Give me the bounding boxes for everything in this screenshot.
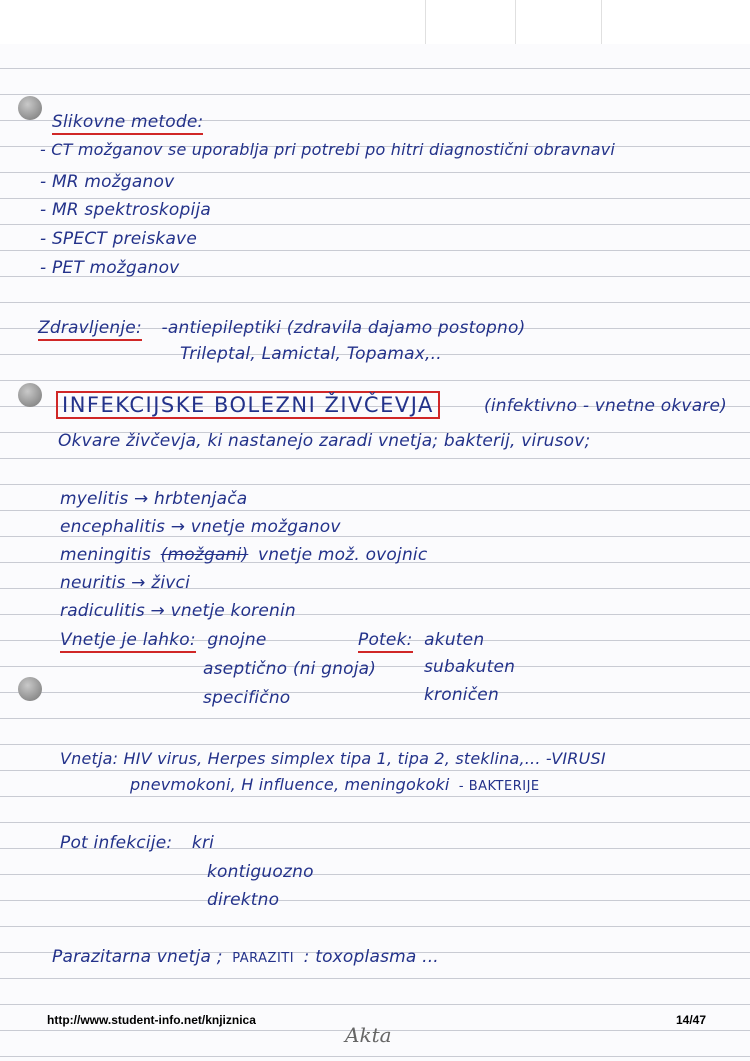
term-meningitis-rest: vnetje mož. ovojnic <box>257 545 428 565</box>
term-line: encephalitis → vnetje možganov <box>60 517 341 537</box>
route-item: direktno <box>207 890 280 910</box>
footer-url-link[interactable]: http://www.student-info.net/knjiznica <box>47 1013 256 1027</box>
treatment-line2: Trileptal, Lamictal, Topamax,.. <box>180 344 442 364</box>
inflammation-type: specifično <box>203 688 291 708</box>
parasites-rest: : toxoplasma ... <box>303 947 439 967</box>
parasites-label: Parazitarna vnetja ; <box>52 947 223 967</box>
inflammation-label: Vnetje je lahko: <box>60 630 196 653</box>
course-type: subakuten <box>424 657 516 677</box>
term-line: radiculitis → vnetje korenin <box>60 601 296 621</box>
infection-subtitle: (infektivno - vnetne okvare) <box>484 396 727 416</box>
parasites-tag: PARAZITI <box>232 951 295 966</box>
inflammation-type: aseptično (ni gnoja) <box>203 659 377 679</box>
course-row <box>358 630 484 650</box>
course-label: Potek: <box>358 630 413 653</box>
term-line-meningitis <box>60 545 427 565</box>
imaging-item: - CT možganov se uporablja pri potrebi po hitri diagnostični obravnavi <box>40 140 616 159</box>
parasites-row <box>52 947 439 967</box>
causes-line1: Vnetja: HIV virus, Herpes simplex tipa 1, tipa 2, steklina,... -VIRUSI <box>60 749 606 768</box>
course-type: akuten <box>424 630 485 650</box>
imaging-item: - MR spektroskopija <box>40 200 211 220</box>
inflammation-type: gnojne <box>207 630 267 650</box>
causes-line2: pnevmokoni, H influence, meningokoki <box>130 775 450 794</box>
imaging-heading <box>52 112 203 132</box>
term-meningitis: meningitis <box>60 545 152 565</box>
imaging-item: - PET možganov <box>40 258 180 278</box>
route-item: kri <box>191 833 215 853</box>
imaging-item: - SPECT preiskave <box>40 229 197 249</box>
term-line: myelitis → hrbtenjača <box>60 489 248 509</box>
imaging-heading-text: Slikovne metode: <box>52 112 203 135</box>
course-type: kroničen <box>424 685 499 705</box>
binder-hole-icon <box>18 383 42 407</box>
route-item: kontiguozno <box>207 862 314 882</box>
term-line: neuritis → živci <box>60 573 190 593</box>
route-row <box>60 833 214 853</box>
causes-line2-tag: - BAKTERIJE <box>458 779 540 794</box>
inflammation-row <box>60 630 267 650</box>
infection-definition: Okvare živčevja, ki nastanejo zaradi vnetja; bakterij, virusov; <box>58 431 591 451</box>
treatment-row <box>38 318 525 338</box>
infection-title-box: INFEKCIJSKE BOLEZNI ŽIVČEVJA <box>56 391 440 419</box>
margin-tick <box>601 0 602 44</box>
margin-tick <box>425 0 426 44</box>
page-number: 14/47 <box>676 1013 707 1027</box>
term-meningitis-strike: (možgani) <box>160 545 249 565</box>
binder-hole-icon <box>18 96 42 120</box>
imaging-item: - MR možganov <box>40 172 175 192</box>
binder-hole-icon <box>18 677 42 701</box>
margin-tick <box>515 0 516 44</box>
route-label: Pot infekcije: <box>60 833 173 853</box>
causes-line2-row <box>130 775 540 794</box>
page-top-margin <box>0 0 750 44</box>
akta-logo: Akta <box>345 1023 392 1047</box>
treatment-label: Zdravljenje: <box>38 318 142 341</box>
treatment-line1: -antiepileptiki (zdravila dajamo postopno) <box>161 318 526 338</box>
